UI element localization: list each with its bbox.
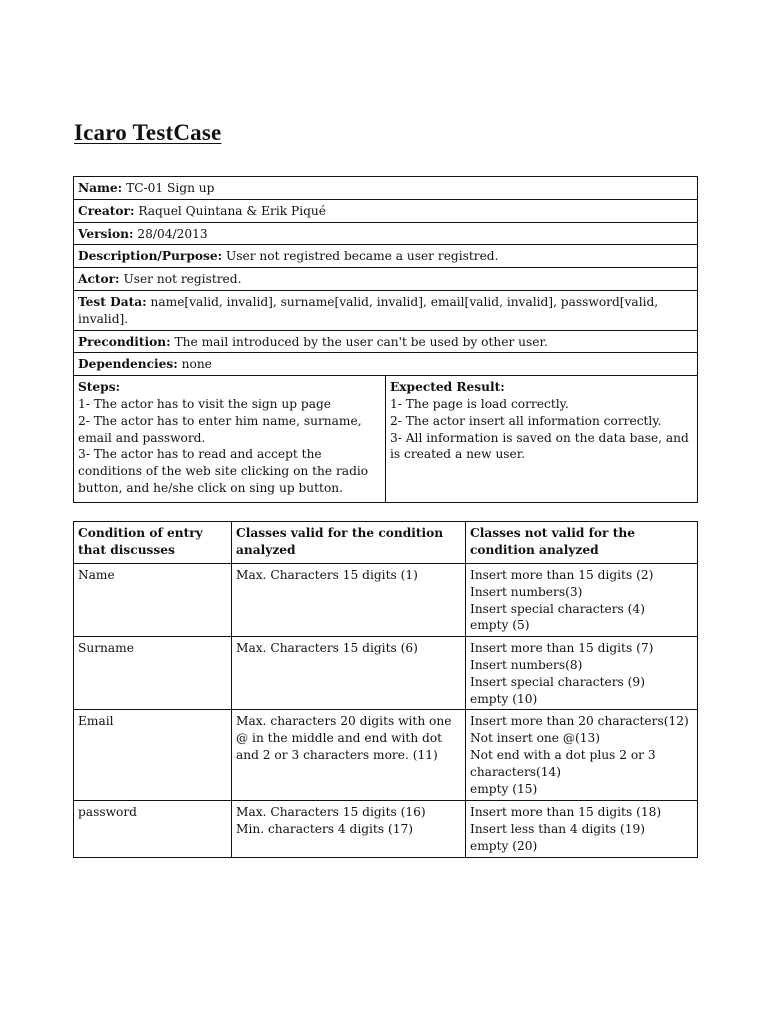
info-cell-test-data [74, 290, 698, 330]
creator-label: Creator: [78, 203, 135, 218]
invalid-class-item: Insert special characters (9) [470, 674, 645, 689]
name-label: Name: [78, 181, 123, 195]
invalid-class-item: Insert more than 15 digits (7) [470, 641, 654, 656]
invalid-class-item: Insert numbers(3) [470, 584, 583, 599]
step-item: 1- The actor has to visit the sign up page [78, 396, 332, 411]
description-label: Description/Purpose: [78, 249, 223, 264]
invalid-class-item: Insert numbers(8) [470, 657, 583, 672]
invalid-class-item: Not end with a dot plus 2 or 3 characters(14) [470, 747, 656, 779]
dependencies-value: none [181, 357, 212, 372]
valid-class-item: Max. Characters 15 digits (6) [236, 641, 418, 656]
table-row [74, 637, 698, 710]
info-cell-creator [74, 199, 698, 222]
info-row-description [74, 245, 698, 268]
precondition-value: The mail introduced by the user can't be used by other user. [174, 334, 548, 349]
version-label: Version: [78, 226, 134, 241]
info-row-precondition [74, 330, 698, 353]
invalid-class-item: empty (5) [470, 618, 530, 633]
info-row-creator [74, 199, 698, 222]
invalid-class-item: Insert less than 4 digits (19) [470, 822, 646, 837]
creator-value: Raquel Quintana & Erik Piqué [138, 203, 326, 218]
steps-label: Steps: [78, 380, 121, 395]
info-cell-version [74, 222, 698, 245]
invalid-classes-cell [466, 801, 698, 857]
name-value: TC-01 Sign up [126, 181, 215, 195]
valid-classes-cell [232, 564, 466, 637]
table-row [74, 564, 698, 637]
invalid-classes-cell [466, 710, 698, 801]
info-row-name [74, 177, 698, 200]
invalid-class-item: Insert special characters (4) [470, 601, 645, 616]
valid-class-item: Max. Characters 15 digits (16) [236, 805, 426, 820]
step-item: 3- The actor has to read and accept the conditions of the web site clicking on the radio button, and he/she click on sing up button. [78, 447, 369, 495]
classes-header-row [74, 522, 698, 564]
invalid-class-item: empty (20) [470, 838, 538, 853]
invalid-class-item: Not insert one @(13) [470, 731, 601, 746]
valid-classes-cell [232, 637, 466, 710]
page-title: Icaro TestCase [74, 120, 222, 145]
actor-label: Actor: [78, 272, 120, 287]
invalid-class-item: Insert more than 15 digits (18) [470, 805, 662, 820]
condition-cell: Email [74, 710, 232, 801]
valid-class-item: Min. characters 4 digits (17) [236, 822, 413, 837]
valid-classes-cell [232, 710, 466, 801]
header-invalid-classes: Classes not valid for the condition analyzed [466, 522, 698, 564]
invalid-classes-cell [466, 637, 698, 710]
info-row-version [74, 222, 698, 245]
header-condition: Condition of entry that discusses [74, 522, 232, 564]
table-row [74, 801, 698, 857]
info-cell-dependencies [74, 353, 698, 376]
condition-cell: password [74, 801, 232, 857]
info-row-actor [74, 268, 698, 291]
info-cell-name [74, 177, 698, 200]
description-value: User not registred became a user registred. [225, 249, 499, 264]
invalid-class-item: Insert more than 15 digits (2) [470, 568, 654, 582]
condition-cell: Surname [74, 637, 232, 710]
invalid-classes-cell [466, 564, 698, 637]
expected-result-cell [386, 376, 698, 503]
test-data-value: name[valid, invalid], surname[valid, invalid], email[valid, invalid], password[valid, invalid]. [78, 294, 659, 326]
valid-class-item: Max. Characters 15 digits (1) [236, 568, 418, 582]
test-case-info-table [73, 176, 698, 503]
info-cell-actor [74, 268, 698, 291]
steps-cell [74, 376, 386, 503]
step-item: 2- The actor has to enter him name, surname, email and password. [78, 413, 362, 445]
valid-class-item: Max. characters 20 digits with one @ in the middle and end with dot and 2 or 3 characters more. (11) [236, 714, 452, 762]
info-cell-description [74, 245, 698, 268]
equivalence-classes-table [73, 521, 698, 858]
table-row [74, 710, 698, 801]
invalid-class-item: empty (15) [470, 781, 538, 796]
dependencies-label: Dependencies: [78, 357, 178, 372]
info-row-steps-expected [74, 376, 698, 503]
valid-classes-cell [232, 801, 466, 857]
expected-result-label: Expected Result: [390, 380, 505, 395]
info-cell-precondition [74, 330, 698, 353]
header-valid-classes: Classes valid for the condition analyzed [232, 522, 466, 564]
version-value: 28/04/2013 [137, 226, 208, 241]
invalid-class-item: empty (10) [470, 691, 538, 706]
expected-result-item: 1- The page is load correctly. [390, 396, 569, 411]
expected-result-item: 3- All information is saved on the data base, and is created a new user. [390, 430, 689, 462]
condition-cell: Name [74, 564, 232, 637]
precondition-label: Precondition: [78, 334, 171, 349]
actor-value: User not registred. [123, 272, 242, 287]
test-data-label: Test Data: [78, 294, 147, 309]
info-row-dependencies [74, 353, 698, 376]
expected-result-item: 2- The actor insert all information correctly. [390, 413, 662, 428]
info-row-test-data [74, 290, 698, 330]
invalid-class-item: Insert more than 20 characters(12) [470, 714, 689, 729]
